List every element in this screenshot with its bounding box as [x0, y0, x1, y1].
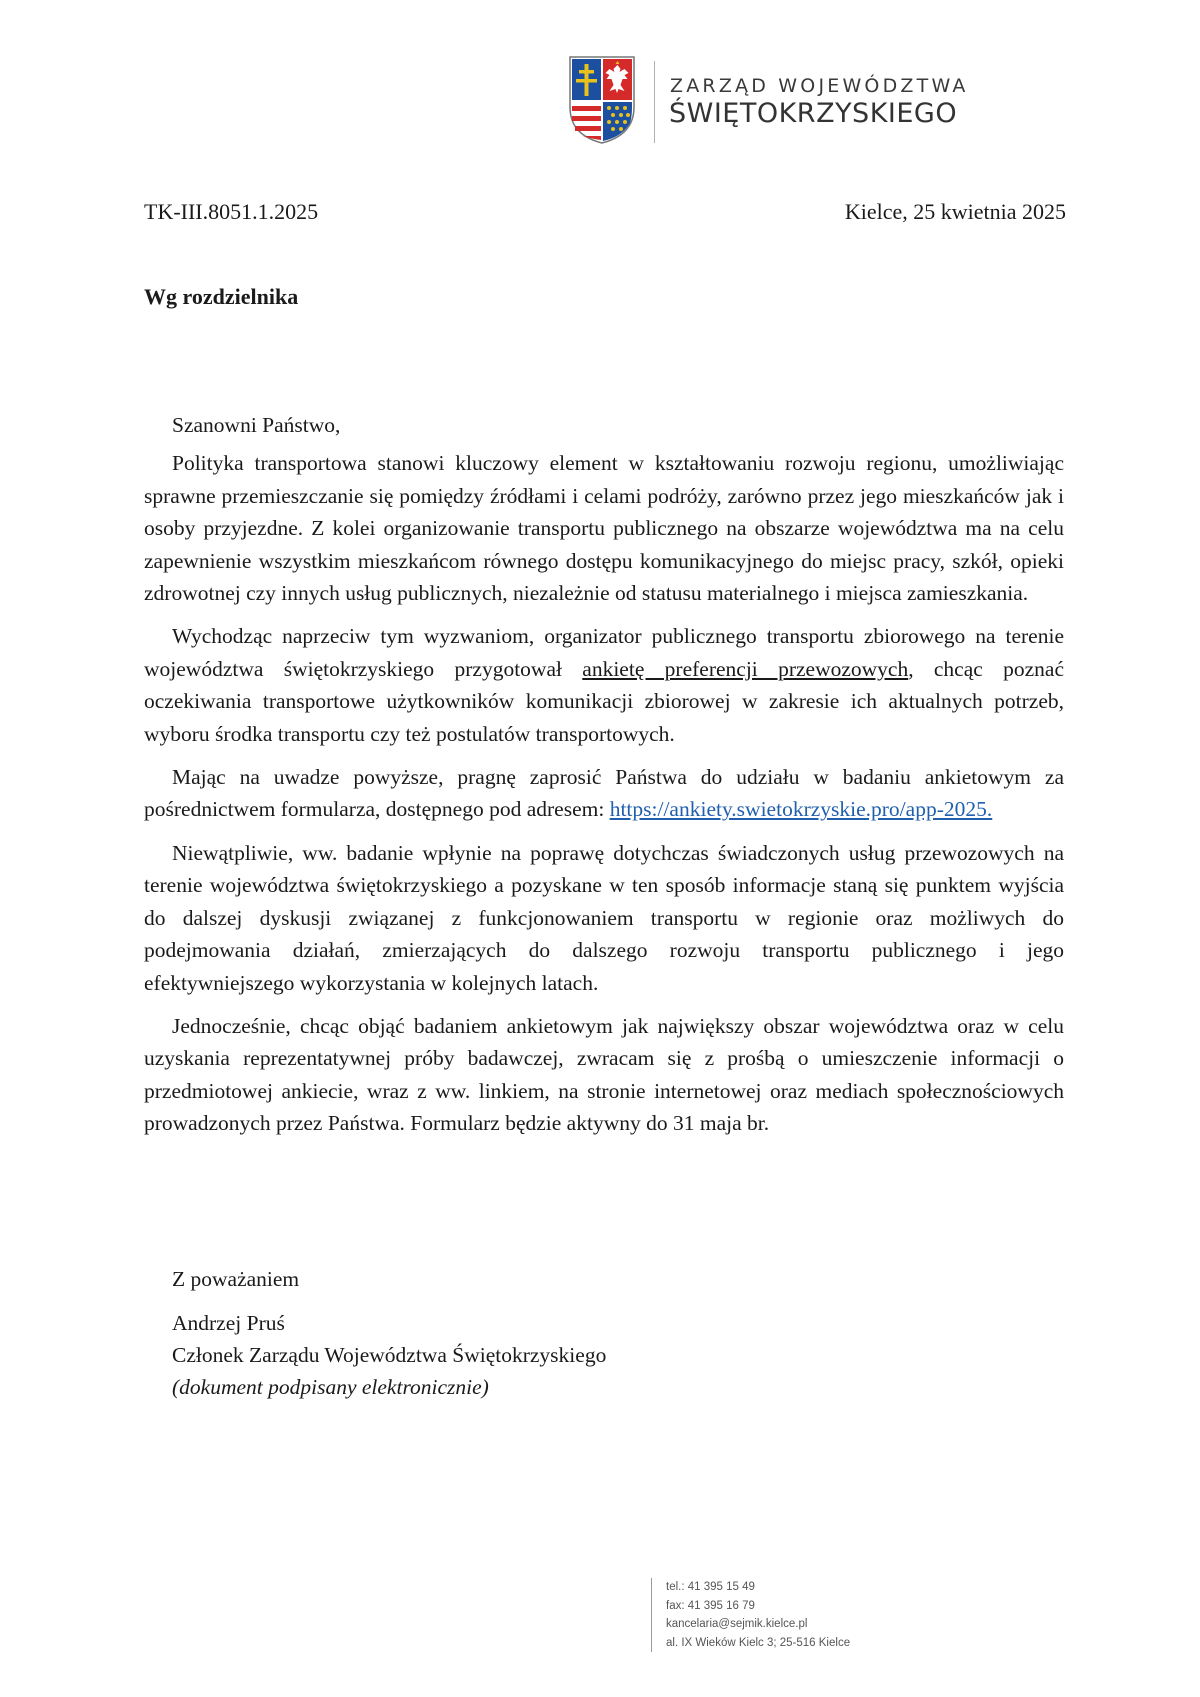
footer-phone: tel.: 41 395 15 49 — [666, 1581, 755, 1593]
paragraph-2-text-end: , chcąc poznać oczekiwania transportowe użytkowników komunikacji zbiorowej w zakresie ich aktualnych potrzeb, wyboru środka transportu czy też postulatów transportowych. — [144, 656, 1064, 746]
org-name-line2: ŚWIĘTOKRZYSKIEGO — [669, 98, 958, 129]
closing-block — [172, 1263, 606, 1403]
paragraph-1: Polityka transportowa stanowi kluczowy element w kształtowaniu rozwoju regionu, umożliwiając sprawne przemieszczanie się pomiędzy źródłami i celami podróży, zarówno przez jego mieszkańców jak i osoby przyjezdne. Z kolei organizowanie transportu publicznego na obszarze województwa ma na celu zapewnienie wszystkim mieszkańcom równego dostępu komunikacyjnego do miejsc pracy, szkół, opieki zdrowotnej czy innych usług publicznych, niezależnie od statusu materialnego i miejsca zamieszkania. — [144, 451, 1064, 606]
letter-body — [144, 409, 1064, 1151]
coat-of-arms-icon — [568, 55, 636, 145]
reference-number: TK-III.8051.1.2025 — [144, 199, 319, 224]
salutation: Szanowni Państwo, — [172, 413, 341, 437]
survey-link[interactable]: https://ankiety.swietokrzyskie.pro/app-2025. — [609, 797, 993, 822]
paragraph-5: Jednocześnie, chcąc objąć badaniem ankietowym jak największy obszar województwa oraz w celu uzyskania reprezentatywnej próby badawczej, zwracam się z prośbą o umieszczenie informacji o przedmiotowej ankiecie, wraz z ww. linkiem, na stronie internetowej oraz mediach społecznościowych prowadzonych przez Państwa. Formularz będzie aktywny do 31 maja br. — [144, 1013, 1064, 1136]
paragraph-3-text: Mając na uwadze powyższe, pragnę zaprosić Państwa do udziału w badaniu ankietowym za pośrednictwem formularza, dostępnego pod adresem: — [144, 765, 1064, 822]
signatory-title: Członek Zarządu Województwa Świętokrzyskiego — [172, 1343, 607, 1367]
closing-regards: Z poważaniem — [172, 1267, 300, 1291]
footer-address: al. IX Wieków Kielc 3; 25-516 Kielce — [666, 1636, 851, 1649]
place-date: Kielce, 25 kwietnia 2025 — [844, 199, 1066, 224]
paragraph-2-text-start: Wychodząc naprzeciw tym wyzwaniom, organizator publicznego transportu zbiorowego na terenie województwa świętokrzyskiego przygotował — [144, 624, 1064, 681]
footer-fax: fax: 41 395 16 79 — [666, 1599, 755, 1612]
signatory-name: Andrzej Pruś — [172, 1311, 285, 1335]
paragraph-3 — [144, 761, 1064, 826]
recipient: Wg rozdzielnika — [144, 284, 299, 309]
contact-footer — [651, 1578, 850, 1652]
paragraph-2 — [144, 620, 1064, 750]
signature-note: (dokument podpisany elektronicznie) — [172, 1375, 489, 1399]
org-name-line1: ZARZĄD WOJEWÓDZTWA — [670, 75, 969, 97]
letterhead-divider — [654, 61, 655, 143]
letterhead — [568, 55, 968, 147]
footer-email: kancelaria@sejmik.kielce.pl — [666, 1618, 808, 1631]
survey-name-underlined: ankietę preferencji przewozowych — [582, 656, 909, 681]
paragraph-4: Niewątpliwie, ww. badanie wpłynie na poprawę dotychczas świadczonych usług przewozowych na terenie województwa świętokrzyskiego a pozyskane w ten sposób informacje staną się punktem wyjścia do dalszej dyskusji związanej z funkcjonowaniem transportu w regionie oraz możliwych do podejmowania działań, zmierzających do dalszego rozwoju transportu publicznego i jego efektywniejszego wykorzystania w kolejnych latach. — [144, 840, 1064, 995]
